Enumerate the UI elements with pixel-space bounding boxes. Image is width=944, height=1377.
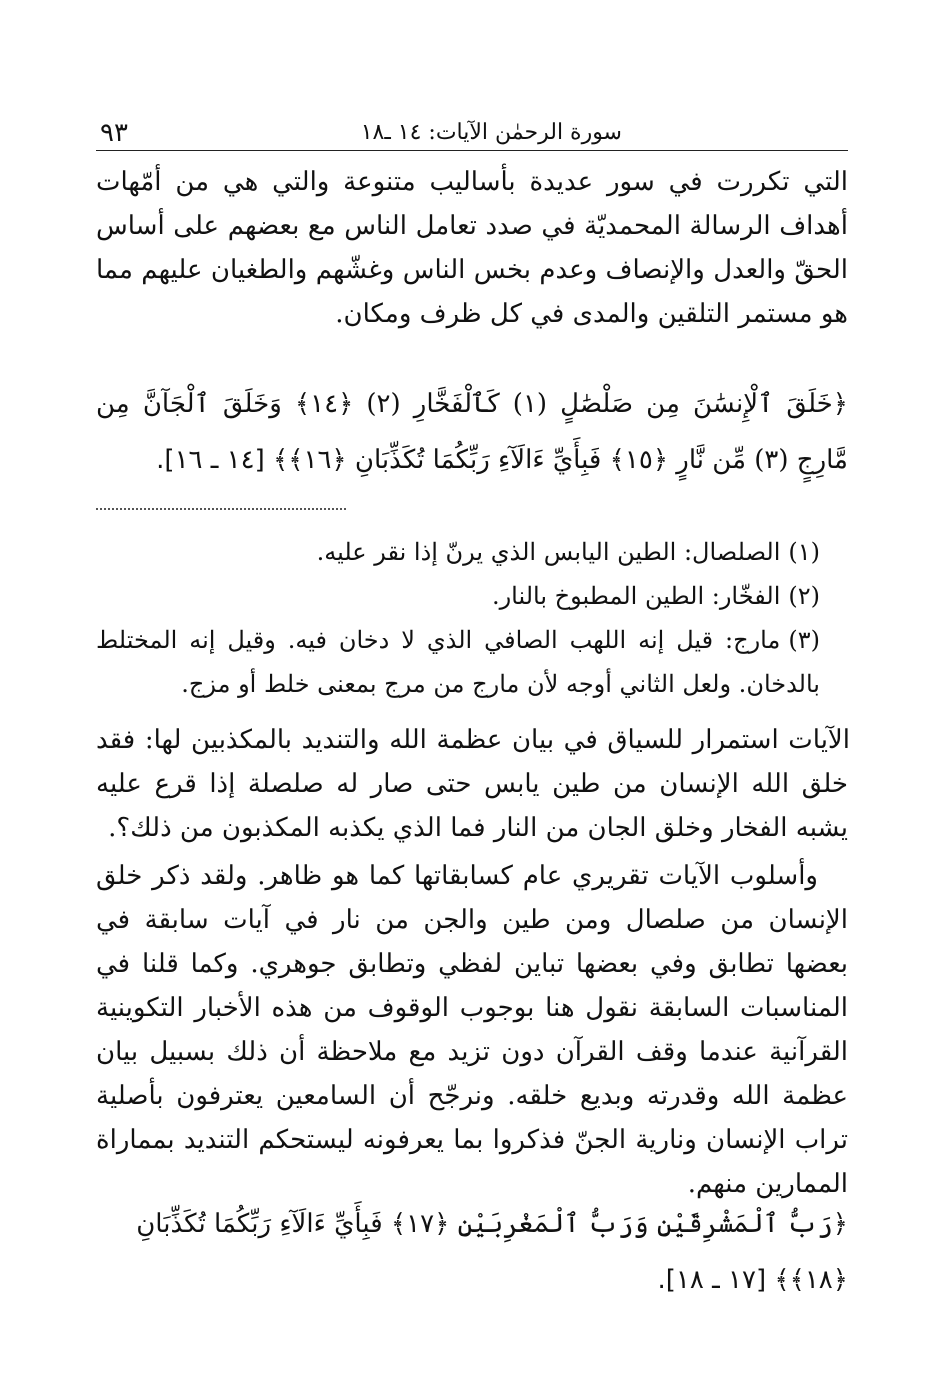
footnotes (96, 530, 848, 706)
intro-paragraph: التي تكررت في سور عديدة بأساليب متنوعة والتي هي من أمّهات أهداف الرسالة المحمديّة في صدد تعامل الناس مع بعضهم على أساس الحقّ والعدل والإنصاف وعدم بخس الناس وغشّهم والطغيان عليهم مما هو مستمر التلقين والمدى في كل ظرف ومكان. (96, 167, 848, 329)
footnote-text: الصلصال: الطين اليابس الذي يرنّ إذا نقر عليه. (316, 538, 781, 566)
header-title: سورة الرحمٰن الآيات: ١٤ ـ١٨ (360, 120, 622, 145)
footnote-separator (96, 508, 346, 510)
verse-block-2 (96, 1196, 848, 1308)
page-header (96, 112, 848, 152)
footnote-2 (96, 574, 848, 618)
paragraph-2: الآيات استمرار للسياق في بيان عظمة الله والتنديد بالمكذبين لها: فقد خلق الله الإنسان من طين يابس حتى صار له صلصلة إذا قرع عليه يشبه الفخار وخلق الجان من النار فما الذي يكذبه المكذبون من ذلك؟. (96, 725, 850, 843)
page-number: ٩٣ (100, 118, 128, 148)
footnote-3 (96, 618, 848, 706)
document-page (96, 0, 848, 1377)
footnote-number: (١) (788, 538, 820, 566)
verse-block-1 (96, 376, 848, 488)
footnote-text: مارج: قيل إنه اللهب الصافي الذي لا دخان فيه. وقيل إنه المختلط بالدخان. ولعل الثاني أوجه لأن مارج من مرج بمعنى خلط أو مزج. (96, 626, 820, 698)
verse-reference: [١٧ ـ ١٨]. (657, 1265, 767, 1295)
footnote-number: (٣) (788, 626, 820, 654)
footnote-1 (96, 530, 848, 574)
verse-reference: [١٤ ـ ١٦]. (156, 445, 265, 475)
verse-text: ﴿خَلَقَ ٱلْإِنسَٰنَ مِن صَلْصَٰلٍ (١) كَٱلْفَخَّارِ (٢) ﴿١٤﴾ وَخَلَقَ ٱلْجَآنَّ مِن مَّارِجٍ (٣) مِّن نَّارٍ ﴿١٥﴾ فَبِأَيِّ ءَالَآءِ رَبِّكُمَا تُكَذِّبَانِ ﴿١٦﴾﴾ (96, 389, 848, 475)
header-rule (96, 150, 848, 151)
paragraph-3: وأسلوب الآيات تقريري عام كسابقاتها كما هو ظاهر. ولقد ذكر خلق الإنسان من صلصال ومن طين والجن من نار في آيات سابقة في بعضها تطابق وفي بعضها تباين لفظي وتطابق جوهري. وكما قلنا في المناسبات السابقة نقول هنا بوجوب الوقوف من هذه الأخبار التكوينية القرآنية عندما وقف القرآن دون تزيد مع ملاحظة أن ذلك بسبيل بيان عظمة الله وقدرته وبديع خلقه. ونرجّح أن السامعين يعترفون بأصلية تراب الإنسان ونارية الجنّ فذكروا بما يعرفونه ليستحكم التنديد بمماراة الممارين منهم. (96, 861, 848, 1199)
verse-text: ﴿رَبُّ ٱلْمَشْرِقَيْنِ وَرَبُّ ٱلْمَغْرِبَيْنِ ﴿١٧﴾ فَبِأَيِّ ءَالَآءِ رَبِّكُمَا تُكَذِّبَانِ ﴿١٨﴾﴾ (136, 1209, 848, 1295)
footnote-text: الفخّار: الطين المطبوخ بالنار. (491, 582, 781, 610)
footnote-number: (٢) (788, 582, 820, 610)
